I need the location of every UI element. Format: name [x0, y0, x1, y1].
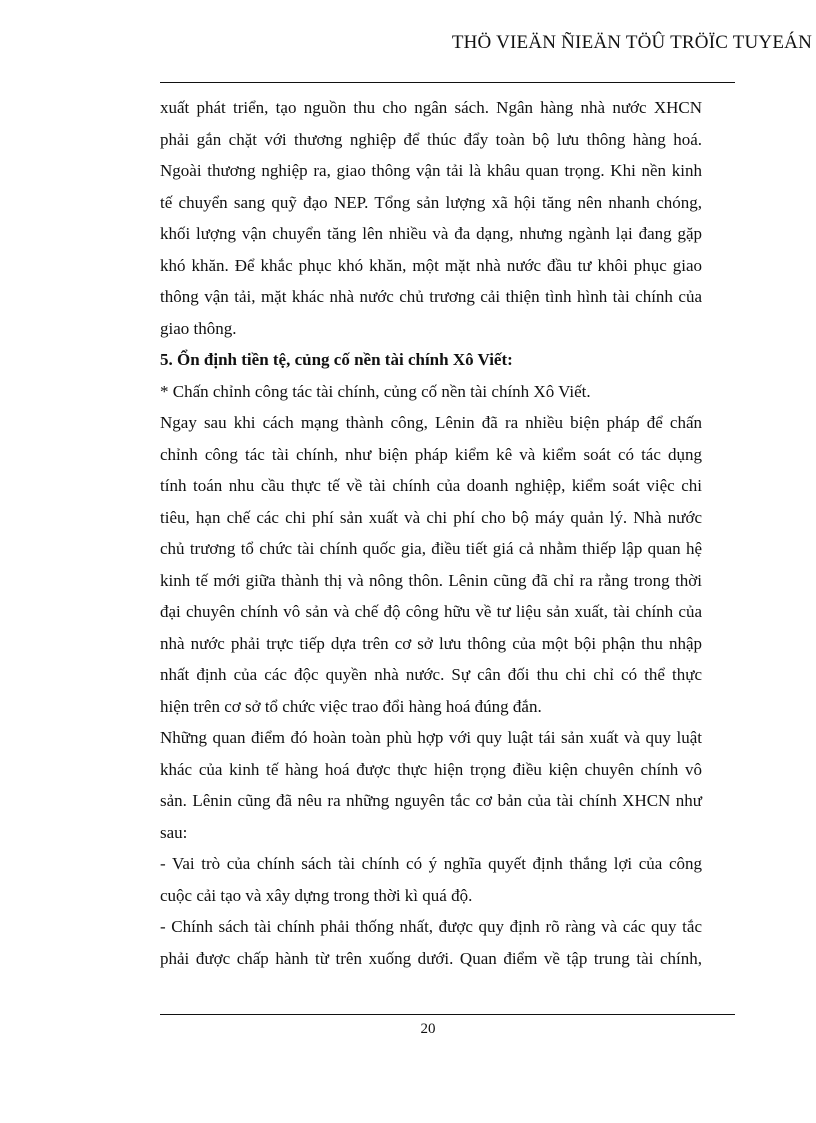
body-line: hiện trên cơ sở tổ chức việc trao đổi hàng hoá đúng đắn.	[160, 696, 542, 716]
body-line: Ngoài thương nghiệp ra, giao thông vận tải là khâu quan trọng. Khi nền kinh	[160, 161, 702, 180]
body-line: sau:	[160, 822, 188, 842]
body-line: kinh tế mới giữa thành thị và nông thôn. Lênin cũng đã chỉ ra rằng trong thời	[160, 570, 702, 590]
page-number: 20	[420, 1021, 436, 1037]
page-header-title: THÖ VIEÄN ÑIEÄN TÖÛ TRÖÏC TUYEÁN	[451, 32, 812, 53]
document-body	[160, 92, 702, 974]
body-line: - Vai trò của chính sách tài chính có ý nghĩa quyết định thắng lợi của công	[160, 854, 702, 873]
body-line: phải được chấp hành từ trên xuống dưới. Quan điểm về tập trung tài chính,	[160, 948, 702, 968]
body-line: khó khăn. Để khắc phục khó khăn, một mặt nhà nước đầu tư khôi phục giao	[160, 255, 702, 275]
body-line: - Chính sách tài chính phải thống nhất, được quy định rõ ràng và các quy tắc	[160, 917, 702, 936]
body-line: thông vận tải, mặt khác nhà nước chủ trương cải thiện tình hình tài chính của	[160, 287, 702, 306]
body-line: chủ trương tổ chức tài chính quốc gia, điều tiết giá cả nhằm thiếp lập quan hệ	[160, 539, 702, 558]
body-line: Những quan điểm đó hoàn toàn phù hợp với quy luật tái sản xuất và quy luật	[160, 728, 702, 747]
body-line: nhà nước phải trực tiếp dựa trên cơ sở lưu thông của một bội phận thu nhập	[160, 633, 702, 653]
sub-heading: * Chấn chỉnh công tác tài chính, củng cố nền tài chính Xô Viết.	[160, 381, 591, 401]
body-line: xuất phát triển, tạo nguồn thu cho ngân sách. Ngân hàng nhà nước XHCN	[160, 98, 702, 117]
header-rule	[160, 82, 735, 83]
section-heading: 5. Ổn định tiền tệ, củng cố nền tài chính Xô Viết:	[160, 350, 513, 369]
body-line: khối lượng vận chuyển tăng lên nhiều và đa dạng, nhưng ngành lại đang gặp	[160, 224, 702, 243]
body-line: tế chuyển sang quỹ đạo NEP. Tổng sản lượng xã hội tăng nên nhanh chóng,	[160, 192, 702, 212]
body-line: tiêu, hạn chế các chi phí sản xuất và chi phí cho bộ máy quản lý. Nhà nước	[160, 507, 702, 527]
body-line: đại chuyên chính vô sản và chế độ công hữu về tư liệu sản xuất, tài chính của	[160, 602, 702, 621]
body-line: tính toán nhu cầu thực tế về tài chính của doanh nghiệp, kiểm soát việc chi	[160, 476, 702, 495]
body-line: cuộc cải tạo và xây dựng trong thời kì quá độ.	[160, 885, 473, 905]
body-line: Ngay sau khi cách mạng thành công, Lênin đã ra nhiều biện pháp để chấn	[160, 413, 702, 432]
body-line: sản. Lênin cũng đã nêu ra những nguyên tắc cơ bản của tài chính XHCN như	[160, 791, 702, 810]
body-line: chỉnh công tác tài chính, như biện pháp kiểm kê và kiểm soát có tác dụng	[160, 444, 702, 464]
body-line: nhất định của các độc quyền nhà nước. Sự cân đối thu chi chỉ có thể thực	[160, 665, 702, 684]
body-line: phải gắn chặt với thương nghiệp để thúc đẩy toàn bộ lưu thông hàng hoá.	[160, 129, 702, 149]
body-line: giao thông.	[160, 318, 237, 338]
footer-rule	[160, 1014, 735, 1015]
body-line: khác của kinh tế hàng hoá được thực hiện trọng điều kiện chuyên chính vô	[160, 759, 702, 779]
